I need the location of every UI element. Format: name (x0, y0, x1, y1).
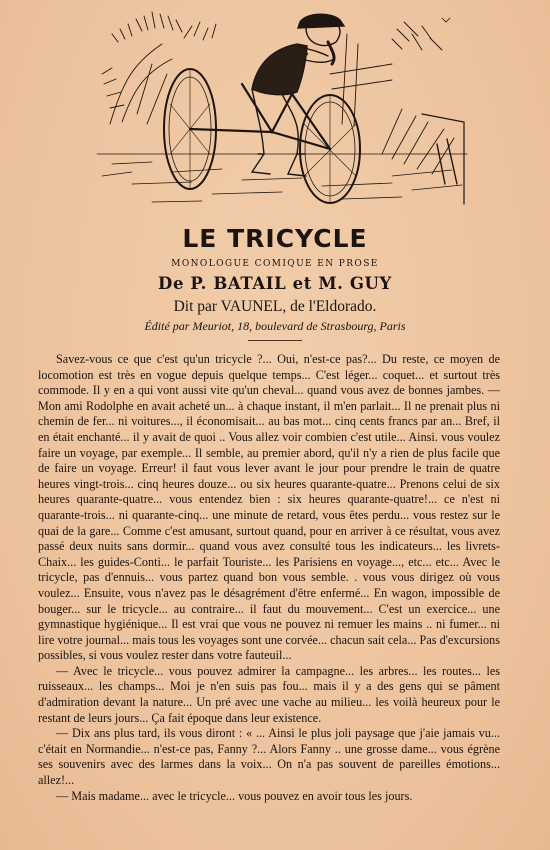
tricycle-rider-engraving-icon (92, 4, 472, 214)
paragraph: — Avec le tricycle... vous pouvez admirer la campagne... les arbres... les routes... les ruisseaux... les champs... Moi je n'en suis pas fou... mais il y a des gens qui se pâment d'admiration devant la nature... Un pré avec une vache au milieu... les voilà heureux pour le restant de leurs jours... Ça fait époque dans leur existence. (38, 663, 500, 725)
authors-line: De P. BATAIL et M. GUY (158, 274, 392, 293)
artist-mark (442, 18, 450, 22)
paragraph: Savez-vous ce que c'est qu'un tricycle ?... Oui, n'est-ce pas?... Du reste, ce moyen de locomotion est très en vogue depuis quelque temps... C'est léger... coquet... et surtout très commode. Il y en a qui vont aussi vite qu'un cheval... quand vous avez de bonnes jambes. — Mon ami Rodolphe en avait acheté un... à chaque instant, il m'en parlait... Il ne prenait plus ni chemin de fer... ni voitures..., il économisait... au bas mot... cinq cents francs par an... Bref, il en était enchanté... il y avait de quoi .. Vous allez voir combien c'est utile... Ainsi. vous voulez faire un voyage, par exemple... Il semble, au premier abord, qu'il n'y a rien de plus facile que de faire un voyage. Erreur! il faut vous lever avant le jour pour prendre le train de quatre heures vingt-trois... cinq heures douze... ou six heures quarante-quatre... Prenons celui de six heures quarante-quatre... vous entendez bien : six heures quarante-quatre!... ce n'est ni quarante-trois... ni quarante-cinq... une minute de retard, vous êtes perdu... vous restez sur le quai de la gare... Comme c'est amusant, surtout quand, pour en arriver à ce résultat, vous avez passé deux nuits sans dormir... quand vous avez consulté tous les indicateurs... les livrets-Chaix... les guides-Conti... le parfait Touriste... les Parisiens en voyage..., etc... etc... Avec le tricycle, pas d'ennuis... vous partez quand bon vous semble. . vous vous dirigez où vous voulez... Ensuite, vous n'avez pas le désagrément d'être enfermé... En wagon, impossible de bouger... sur le tricycle... au contraire... il faut du mouvement... C'est un exercice... une gymnastique hygiénique... Il est vrai que vous ne pouvez ni remuer les mains .. ni fumer... ni lire votre journal... mais tous les voyages sont une corvée... chacun sait cela... Pas d'excursions possibles, si vous voulez rester dans votre fauteuil... (38, 352, 500, 663)
left-trees (102, 12, 216, 124)
paragraph: — Mais madame... avec le tricycle... vous pouvez en avoir tous les jours. (56, 788, 413, 803)
paragraph: — Dix ans plus tard, ils vous diront : « ... Ainsi le plus joli paysage que j'aie jamais vu... c'était en Normandie... n'est-ce pas, Fanny ?... Alors Fanny .. une grosse dame... vous égrène ses souvenirs avec des larmes dans la voix... On n'a pas souvent de pareilles émotions... allez!... (38, 726, 500, 788)
divider-rule (248, 340, 302, 341)
performer-line: Dit par VAUNEL, de l'Eldorado. (173, 298, 377, 315)
page-title: LE TRICYCLE (182, 224, 368, 253)
subtitle: MONOLOGUE COMIQUE EN PROSE (171, 259, 379, 269)
ground (97, 154, 467, 202)
publisher-line: Édité par Meuriot, 18, boulevard de Strasbourg, Paris (144, 319, 406, 333)
monologue-text (38, 352, 500, 804)
